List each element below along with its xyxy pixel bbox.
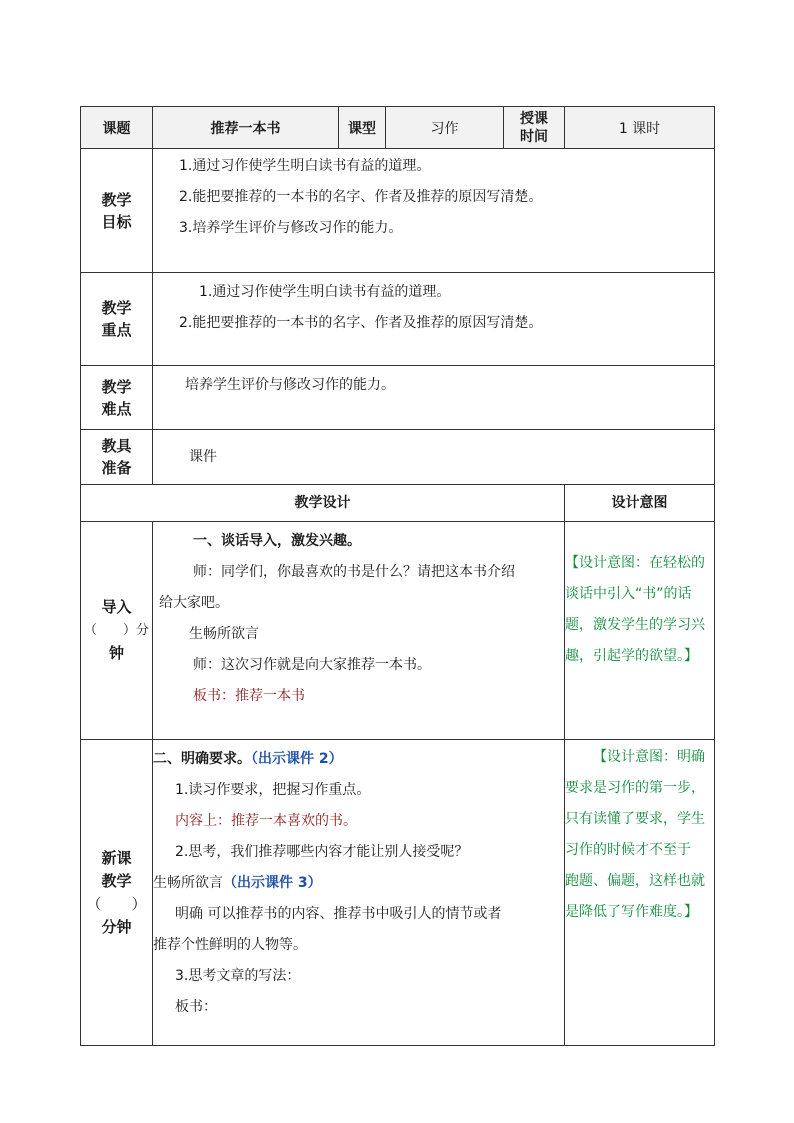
goal-line-2: 2.能把要推荐的一本书的名字、作者及推荐的原因写清楚。 (179, 189, 543, 205)
time-label-line-1: 授课 (520, 110, 548, 127)
tools-label (81, 430, 153, 485)
newlesson-intent-line-3: 只有读懂了要求，学生 (565, 811, 705, 827)
design-header: 教学设计 (81, 485, 565, 522)
intent-header: 设计意图 (565, 485, 715, 522)
goal-line-1: 1.通过习作使学生明白读书有益的道理。 (179, 158, 431, 174)
key-point-line-2: 2.能把要推荐的一本书的名字、作者及推荐的原因写清楚。 (179, 315, 543, 331)
newlesson-intent-line-2: 要求是习作的第一步， (565, 780, 705, 796)
newlesson-label-line-3: （ ） (86, 894, 147, 913)
time-value: 1 课时 (565, 107, 715, 149)
newlesson-label (81, 740, 153, 1046)
intro-intent-line-2: 谈话中引入“书”的话 (565, 586, 692, 602)
topic-label: 课题 (81, 107, 153, 149)
newlesson-students: 生畅所欲言 (153, 875, 223, 891)
intro-intent-line-1: 【设计意图：在轻松的 (565, 555, 705, 571)
newlesson-intent-line-5: 跑题、偏题，这样也就 (565, 873, 705, 889)
intro-teacher-line-2: 师：这次习作就是向大家推荐一本书。 (193, 657, 431, 673)
goals-row (81, 149, 715, 273)
key-points-content (153, 273, 715, 366)
intro-label-line-1: 导入 (101, 598, 132, 616)
tools-text: 课件 (189, 448, 217, 465)
goals-label-line-1: 教学 (101, 190, 132, 209)
intro-content (153, 522, 565, 740)
newlesson-row (81, 740, 715, 1046)
type-label: 课型 (339, 107, 386, 149)
intro-label-line-3: 钟 (108, 644, 124, 662)
header-row (81, 107, 715, 149)
lesson-plan-table (80, 106, 715, 1046)
key-points-label-line-2: 重点 (101, 321, 132, 339)
intro-heading: 一、谈话导入，激发兴趣。 (193, 533, 361, 549)
newlesson-students-ref: （出示课件 3） (223, 875, 322, 891)
tools-content (153, 430, 715, 485)
intro-intent-line-3: 题，激发学生的学习兴 (565, 617, 705, 633)
design-header-row (81, 485, 715, 522)
difficulties-text: 培养学生评价与修改习作的能力。 (185, 377, 395, 393)
newlesson-clarify-a: 明确 可以推荐书的内容、推荐书中吸引人的情节或者 (175, 906, 502, 922)
newlesson-intent-line-4: 习作的时候才不至于 (565, 842, 691, 858)
key-points-label-line-1: 教学 (101, 299, 132, 317)
intro-teacher-line-1b: 给大家吧。 (159, 595, 229, 611)
difficulties-label (81, 366, 153, 430)
newlesson-content-line: 内容上：推荐一本喜欢的书。 (175, 813, 357, 829)
difficulties-content (153, 366, 715, 430)
newlesson-clarify-b: 推荐个性鲜明的人物等。 (153, 937, 307, 953)
newlesson-label-line-2: 教学 (101, 871, 132, 890)
key-points-label (81, 273, 153, 366)
newlesson-intent-line-6: 是降低了写作难度。】 (565, 904, 698, 920)
difficulties-row (81, 366, 715, 430)
difficulties-label-line-2: 难点 (101, 399, 132, 418)
tools-row (81, 430, 715, 485)
key-points-row (81, 273, 715, 366)
goals-label-line-2: 目标 (101, 212, 132, 231)
newlesson-content (153, 740, 565, 1046)
newlesson-intent-line-1: 【设计意图：明确 (593, 749, 705, 765)
newlesson-heading-line (153, 744, 558, 775)
tools-label-line-2: 准备 (101, 459, 132, 477)
intro-board: 板书：推荐一本书 (193, 688, 305, 704)
newlesson-label-line-1: 新课 (101, 848, 132, 867)
intro-intent-line-4: 趣，引起学的欲望。】 (565, 648, 698, 664)
intro-label-line-2: （ ）分 (83, 623, 149, 638)
key-point-line-1: 1.通过习作使学生明白读书有益的道理。 (199, 284, 451, 300)
difficulties-label-line-1: 教学 (101, 377, 132, 396)
newlesson-heading: 二、明确要求。 (153, 751, 251, 767)
intro-teacher-line-1a: 师：同学们，你最喜欢的书是什么？请把这本书介绍 (193, 564, 515, 580)
intro-label (81, 522, 153, 740)
newlesson-label-line-4: 分钟 (101, 917, 132, 936)
intro-row (81, 522, 715, 740)
tools-label-line-1: 教具 (101, 437, 132, 455)
type-value: 习作 (386, 107, 504, 149)
goals-content (153, 149, 715, 273)
goal-line-3: 3.培养学生评价与修改习作的能力。 (179, 220, 403, 236)
time-label-line-2: 时间 (520, 128, 548, 145)
time-label (504, 107, 565, 149)
intro-students: 生畅所欲言 (189, 626, 259, 642)
newlesson-step-2: 2.思考，我们推荐哪些内容才能让别人接受呢？ (175, 844, 469, 860)
newlesson-step-1: 1.读习作要求，把握习作重点。 (175, 782, 371, 798)
goals-label (81, 149, 153, 273)
newlesson-heading-ref: （出示课件 2） (251, 751, 343, 767)
newlesson-board: 板书： (175, 999, 217, 1015)
intro-intent (565, 522, 715, 740)
newlesson-students-line (153, 868, 558, 899)
newlesson-intent (565, 740, 715, 1046)
newlesson-step-3: 3.思考文章的写法： (175, 968, 301, 984)
topic-value: 推荐一本书 (153, 107, 339, 149)
